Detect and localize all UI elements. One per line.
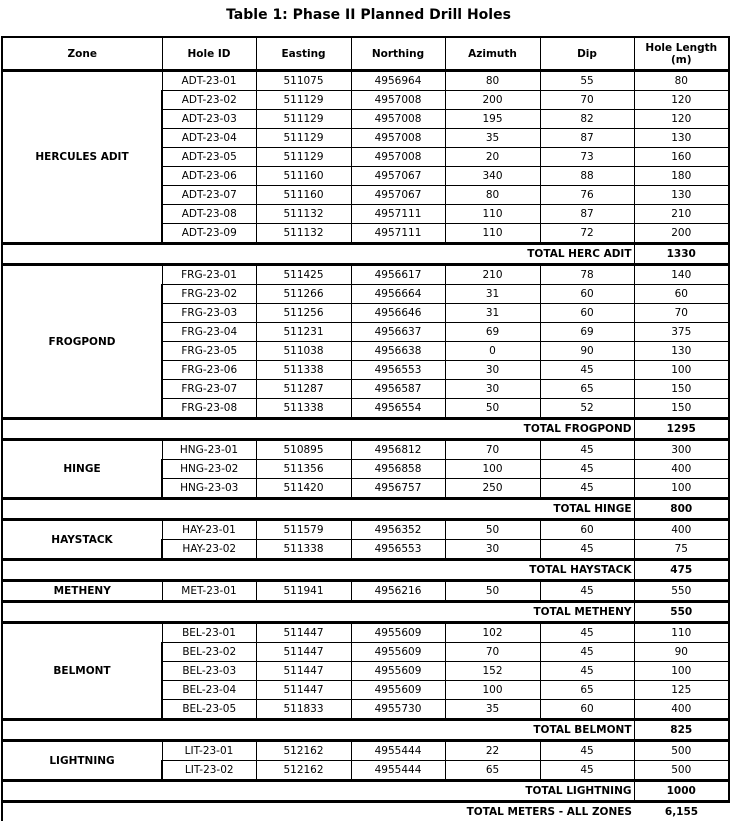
cell-easting: 511447 [256, 643, 351, 662]
cell-easting: 511447 [256, 681, 351, 700]
cell-azimuth: 69 [445, 323, 540, 342]
table-row [2, 265, 729, 285]
cell-hole-id: FRG-23-06 [162, 361, 256, 380]
cell-hole-id: LIT-23-02 [162, 761, 256, 781]
table-row [2, 520, 729, 540]
cell-dip: 69 [540, 323, 634, 342]
cell-azimuth: 65 [445, 761, 540, 781]
zone-name: HERCULES ADIT [2, 71, 162, 244]
cell-dip: 87 [540, 129, 634, 148]
cell-azimuth: 80 [445, 71, 540, 91]
cell-hole-id: HNG-23-03 [162, 479, 256, 499]
cell-northing: 4957067 [351, 167, 445, 186]
cell-azimuth: 152 [445, 662, 540, 681]
header-northing: Northing [351, 37, 445, 71]
cell-northing: 4957067 [351, 186, 445, 205]
cell-northing: 4957008 [351, 129, 445, 148]
cell-azimuth: 195 [445, 110, 540, 129]
cell-hole-id: FRG-23-05 [162, 342, 256, 361]
cell-easting: 511132 [256, 224, 351, 244]
cell-northing: 4956812 [351, 440, 445, 460]
cell-hole-id: ADT-23-06 [162, 167, 256, 186]
cell-northing: 4956664 [351, 285, 445, 304]
zone-name: HINGE [2, 440, 162, 499]
cell-dip: 45 [540, 643, 634, 662]
cell-easting: 511941 [256, 581, 351, 602]
cell-hole-length: 130 [634, 129, 729, 148]
cell-azimuth: 20 [445, 148, 540, 167]
cell-easting: 511338 [256, 399, 351, 419]
cell-dip: 65 [540, 380, 634, 399]
cell-dip: 65 [540, 681, 634, 700]
cell-northing: 4956757 [351, 479, 445, 499]
cell-azimuth: 30 [445, 540, 540, 560]
zone-total-label: TOTAL HERC ADIT [2, 244, 634, 265]
cell-hole-length: 130 [634, 186, 729, 205]
cell-hole-id: BEL-23-04 [162, 681, 256, 700]
cell-hole-id: FRG-23-07 [162, 380, 256, 399]
cell-northing: 4955730 [351, 700, 445, 720]
cell-easting: 511447 [256, 662, 351, 681]
zone-total-row [2, 244, 729, 265]
cell-hole-id: LIT-23-01 [162, 741, 256, 761]
cell-easting: 511160 [256, 186, 351, 205]
zone-total-label: TOTAL BELMONT [2, 720, 634, 741]
cell-northing: 4957008 [351, 148, 445, 167]
cell-hole-length: 500 [634, 761, 729, 781]
cell-dip: 72 [540, 224, 634, 244]
cell-hole-id: FRG-23-04 [162, 323, 256, 342]
cell-dip: 73 [540, 148, 634, 167]
cell-hole-length: 400 [634, 460, 729, 479]
cell-hole-length: 80 [634, 71, 729, 91]
zone-total-label: TOTAL FROGPOND [2, 419, 634, 440]
cell-dip: 45 [540, 761, 634, 781]
header-hole-length: Hole Length (m) [634, 37, 729, 71]
cell-dip: 45 [540, 479, 634, 499]
cell-hole-length: 150 [634, 399, 729, 419]
cell-hole-id: ADT-23-05 [162, 148, 256, 167]
cell-hole-id: MET-23-01 [162, 581, 256, 602]
cell-northing: 4955444 [351, 741, 445, 761]
cell-hole-id: ADT-23-08 [162, 205, 256, 224]
cell-hole-id: BEL-23-03 [162, 662, 256, 681]
cell-dip: 45 [540, 741, 634, 761]
cell-dip: 60 [540, 520, 634, 540]
cell-easting: 511420 [256, 479, 351, 499]
cell-northing: 4956553 [351, 540, 445, 560]
cell-northing: 4957008 [351, 110, 445, 129]
cell-azimuth: 31 [445, 285, 540, 304]
cell-hole-length: 500 [634, 741, 729, 761]
cell-hole-length: 210 [634, 205, 729, 224]
cell-northing: 4955444 [351, 761, 445, 781]
zone-total-value: 800 [634, 499, 729, 520]
cell-hole-id: BEL-23-02 [162, 643, 256, 662]
cell-dip: 45 [540, 623, 634, 643]
cell-dip: 70 [540, 91, 634, 110]
cell-hole-length: 150 [634, 380, 729, 399]
cell-azimuth: 35 [445, 129, 540, 148]
cell-azimuth: 22 [445, 741, 540, 761]
cell-azimuth: 31 [445, 304, 540, 323]
cell-northing: 4955609 [351, 662, 445, 681]
zone-total-label: TOTAL HINGE [2, 499, 634, 520]
header-row [2, 37, 729, 71]
cell-hole-length: 100 [634, 479, 729, 499]
zone-total-value: 475 [634, 560, 729, 581]
cell-easting: 511129 [256, 110, 351, 129]
cell-azimuth: 200 [445, 91, 540, 110]
zone-total-value: 1330 [634, 244, 729, 265]
cell-hole-length: 100 [634, 662, 729, 681]
cell-hole-length: 130 [634, 342, 729, 361]
cell-easting: 512162 [256, 741, 351, 761]
cell-northing: 4956617 [351, 265, 445, 285]
cell-hole-length: 300 [634, 440, 729, 460]
table-row [2, 440, 729, 460]
cell-hole-length: 400 [634, 700, 729, 720]
cell-easting: 511425 [256, 265, 351, 285]
cell-dip: 45 [540, 361, 634, 380]
cell-northing: 4956554 [351, 399, 445, 419]
cell-dip: 78 [540, 265, 634, 285]
cell-northing: 4956638 [351, 342, 445, 361]
cell-azimuth: 340 [445, 167, 540, 186]
zone-total-value: 1295 [634, 419, 729, 440]
cell-dip: 60 [540, 700, 634, 720]
cell-easting: 511038 [256, 342, 351, 361]
cell-easting: 511833 [256, 700, 351, 720]
cell-hole-length: 125 [634, 681, 729, 700]
cell-hole-length: 70 [634, 304, 729, 323]
cell-hole-id: FRG-23-01 [162, 265, 256, 285]
header-dip: Dip [540, 37, 634, 71]
cell-azimuth: 0 [445, 342, 540, 361]
cell-northing: 4957111 [351, 224, 445, 244]
cell-dip: 76 [540, 186, 634, 205]
cell-easting: 511231 [256, 323, 351, 342]
cell-dip: 45 [540, 440, 634, 460]
cell-hole-id: ADT-23-04 [162, 129, 256, 148]
zone-total-row [2, 602, 729, 623]
cell-azimuth: 70 [445, 440, 540, 460]
cell-hole-id: ADT-23-03 [162, 110, 256, 129]
table-title: Table 1: Phase II Planned Drill Holes [0, 7, 737, 23]
cell-northing: 4956637 [351, 323, 445, 342]
cell-hole-length: 550 [634, 581, 729, 602]
cell-dip: 45 [540, 540, 634, 560]
grand-total-row [2, 802, 729, 821]
zone-total-label: TOTAL LIGHTNING [2, 781, 634, 802]
cell-hole-length: 75 [634, 540, 729, 560]
cell-azimuth: 50 [445, 399, 540, 419]
zone-total-value: 825 [634, 720, 729, 741]
cell-azimuth: 100 [445, 681, 540, 700]
cell-azimuth: 50 [445, 581, 540, 602]
cell-easting: 511256 [256, 304, 351, 323]
cell-azimuth: 50 [445, 520, 540, 540]
cell-hole-length: 400 [634, 520, 729, 540]
cell-northing: 4957111 [351, 205, 445, 224]
cell-easting: 511579 [256, 520, 351, 540]
cell-dip: 60 [540, 285, 634, 304]
cell-easting: 511129 [256, 148, 351, 167]
cell-hole-id: HNG-23-01 [162, 440, 256, 460]
cell-hole-id: BEL-23-01 [162, 623, 256, 643]
cell-hole-id: ADT-23-09 [162, 224, 256, 244]
zone-total-row [2, 720, 729, 741]
zone-total-row [2, 419, 729, 440]
cell-hole-id: HAY-23-02 [162, 540, 256, 560]
cell-dip: 87 [540, 205, 634, 224]
zone-total-row [2, 499, 729, 520]
header-hole-id: Hole ID [162, 37, 256, 71]
grand-total-value: 6,155 [634, 802, 729, 821]
cell-azimuth: 100 [445, 460, 540, 479]
cell-dip: 45 [540, 581, 634, 602]
zone-total-value: 550 [634, 602, 729, 623]
cell-azimuth: 80 [445, 186, 540, 205]
cell-hole-id: FRG-23-08 [162, 399, 256, 419]
table-row [2, 581, 729, 602]
zone-total-value: 1000 [634, 781, 729, 802]
cell-easting: 511338 [256, 540, 351, 560]
cell-northing: 4956216 [351, 581, 445, 602]
cell-hole-id: ADT-23-07 [162, 186, 256, 205]
cell-hole-length: 120 [634, 91, 729, 110]
cell-hole-length: 160 [634, 148, 729, 167]
cell-hole-id: FRG-23-03 [162, 304, 256, 323]
table-row [2, 71, 729, 91]
cell-easting: 511338 [256, 361, 351, 380]
header-easting: Easting [256, 37, 351, 71]
cell-northing: 4956587 [351, 380, 445, 399]
cell-hole-id: FRG-23-02 [162, 285, 256, 304]
cell-dip: 55 [540, 71, 634, 91]
cell-easting: 512162 [256, 761, 351, 781]
zone-total-label: TOTAL METHENY [2, 602, 634, 623]
zone-total-row [2, 560, 729, 581]
cell-northing: 4956352 [351, 520, 445, 540]
cell-northing: 4957008 [351, 91, 445, 110]
cell-northing: 4955609 [351, 643, 445, 662]
zone-name: HAYSTACK [2, 520, 162, 560]
cell-easting: 511356 [256, 460, 351, 479]
table-row [2, 623, 729, 643]
cell-easting: 511447 [256, 623, 351, 643]
grand-total-label: TOTAL METERS - ALL ZONES [2, 802, 634, 821]
header-zone: Zone [2, 37, 162, 71]
cell-easting: 511160 [256, 167, 351, 186]
cell-northing: 4956858 [351, 460, 445, 479]
cell-northing: 4956553 [351, 361, 445, 380]
cell-dip: 45 [540, 662, 634, 681]
zone-name: FROGPOND [2, 265, 162, 419]
header-azimuth: Azimuth [445, 37, 540, 71]
cell-hole-id: ADT-23-01 [162, 71, 256, 91]
cell-hole-id: BEL-23-05 [162, 700, 256, 720]
cell-hole-length: 110 [634, 623, 729, 643]
cell-easting: 511287 [256, 380, 351, 399]
cell-dip: 90 [540, 342, 634, 361]
cell-hole-length: 90 [634, 643, 729, 662]
cell-northing: 4955609 [351, 623, 445, 643]
cell-azimuth: 210 [445, 265, 540, 285]
cell-azimuth: 70 [445, 643, 540, 662]
cell-easting: 511266 [256, 285, 351, 304]
cell-northing: 4956646 [351, 304, 445, 323]
cell-azimuth: 110 [445, 205, 540, 224]
cell-dip: 45 [540, 460, 634, 479]
drill-holes-table [1, 36, 730, 821]
cell-easting: 510895 [256, 440, 351, 460]
cell-hole-length: 140 [634, 265, 729, 285]
cell-azimuth: 30 [445, 380, 540, 399]
cell-azimuth: 102 [445, 623, 540, 643]
cell-dip: 52 [540, 399, 634, 419]
zone-name: LIGHTNING [2, 741, 162, 781]
cell-northing: 4956964 [351, 71, 445, 91]
cell-hole-id: HNG-23-02 [162, 460, 256, 479]
zone-name: METHENY [2, 581, 162, 602]
cell-easting: 511129 [256, 91, 351, 110]
table-row [2, 741, 729, 761]
cell-azimuth: 110 [445, 224, 540, 244]
cell-azimuth: 250 [445, 479, 540, 499]
cell-northing: 4955609 [351, 681, 445, 700]
cell-hole-id: HAY-23-01 [162, 520, 256, 540]
zone-total-label: TOTAL HAYSTACK [2, 560, 634, 581]
cell-hole-length: 60 [634, 285, 729, 304]
cell-azimuth: 35 [445, 700, 540, 720]
zone-total-row [2, 781, 729, 802]
cell-dip: 82 [540, 110, 634, 129]
cell-hole-length: 180 [634, 167, 729, 186]
cell-easting: 511132 [256, 205, 351, 224]
cell-azimuth: 30 [445, 361, 540, 380]
zone-name: BELMONT [2, 623, 162, 720]
cell-hole-id: ADT-23-02 [162, 91, 256, 110]
cell-hole-length: 120 [634, 110, 729, 129]
cell-hole-length: 100 [634, 361, 729, 380]
cell-hole-length: 375 [634, 323, 729, 342]
cell-hole-length: 200 [634, 224, 729, 244]
cell-dip: 60 [540, 304, 634, 323]
cell-dip: 88 [540, 167, 634, 186]
cell-easting: 511129 [256, 129, 351, 148]
cell-easting: 511075 [256, 71, 351, 91]
